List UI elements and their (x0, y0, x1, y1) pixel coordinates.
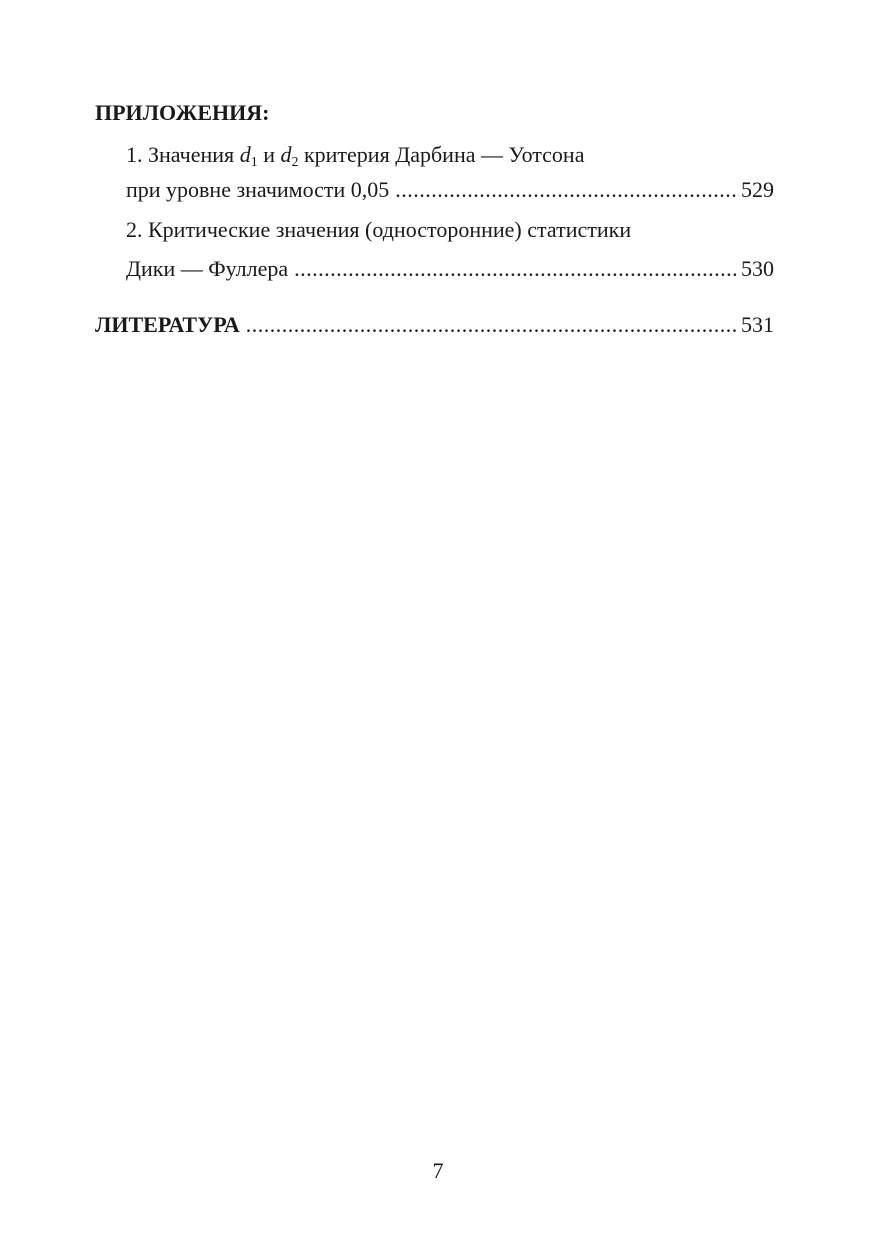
appendix-1-title-line (126, 140, 584, 174)
appendix-1-prefix: 1. Значения (126, 142, 240, 167)
appendix-2-page-number: 530 (741, 256, 774, 281)
appendix-1-suffix: критерия Дарбина — Уотсона (298, 142, 585, 167)
appendix-1-sub-1: 1 (250, 155, 258, 170)
appendices-heading: ПРИЛОЖЕНИЯ: (95, 100, 270, 125)
appendix-1-middle: и (257, 142, 281, 167)
literature-page-number: 531 (741, 312, 774, 337)
appendix-1-dot-leader (395, 175, 739, 205)
appendix-1-page-number: 529 (741, 177, 774, 202)
literature-entry[interactable] (95, 310, 774, 340)
appendix-2-dot-leader (294, 254, 739, 284)
page-number: 7 (432, 1158, 444, 1183)
appendix-2-entry[interactable] (126, 254, 774, 284)
appendix-1-second-line: при уровне значимости 0,05 (126, 177, 390, 202)
appendix-1-var-d2: d (280, 142, 292, 167)
appendix-1-var-d1: d (239, 142, 251, 167)
appendix-1-sub-2: 2 (291, 155, 299, 170)
literature-heading: ЛИТЕРАТУРА (95, 312, 240, 337)
appendix-1-entry[interactable] (126, 175, 774, 205)
appendix-2-second-line: Дики — Фуллера (126, 256, 289, 281)
appendix-2-title-line: 2. Критические значения (односторонние) статистики (126, 217, 632, 242)
literature-dot-leader (246, 310, 739, 340)
